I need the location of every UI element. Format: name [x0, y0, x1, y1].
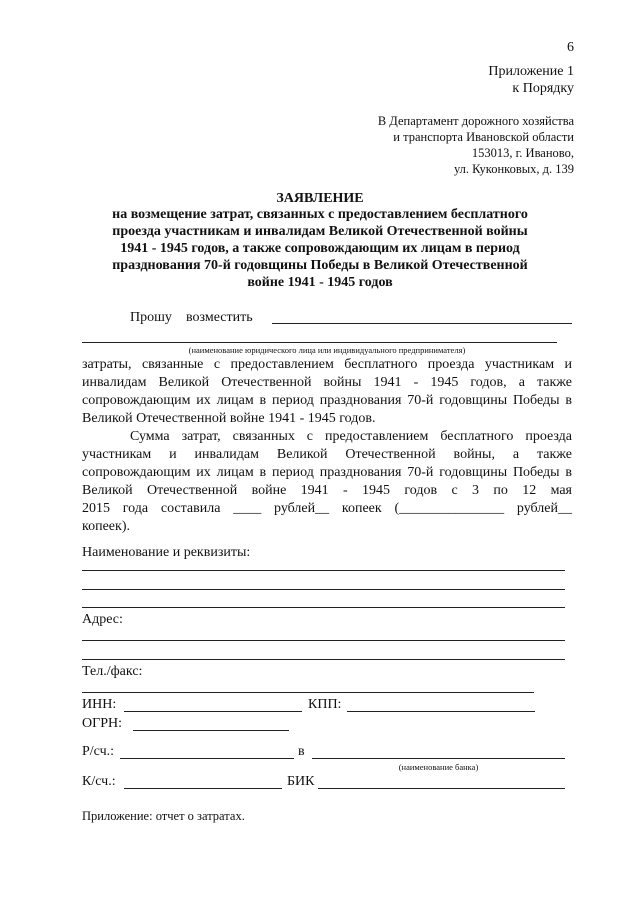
prosim-word: Прошу: [130, 310, 172, 325]
ogrn-label: ОГРН:: [82, 716, 122, 731]
requisites-line-3[interactable]: [82, 607, 565, 608]
ks-label: К/сч.:: [82, 774, 116, 789]
paragraph-2-amount-line: 2015 года составила ____ рублей__ копеек (_______________ рублей__: [82, 501, 572, 516]
bank-name-field[interactable]: [312, 758, 565, 759]
requisites-label: Наименование и реквизиты:: [82, 545, 251, 560]
paragraph-2: Сумма затрат, связанных с предоставлением бесплатного проезда участникам и инвалидам Великой Отечественной войны, а также сопровождающим их лицам в период празднования 70-й годовщины Победы в Великой Отечественной войне 1941 - 1945 годов с 3 по 12 мая: [82, 429, 572, 498]
address-label: Адрес:: [82, 612, 123, 627]
recipient-name-line-1[interactable]: [272, 323, 572, 324]
v-word: в: [298, 744, 305, 759]
addressee-line-4: ул. Куконковых, д. 139: [453, 162, 574, 176]
document-heading: ЗАЯВЛЕНИЕ: [276, 191, 364, 206]
addressee-line-1: В Департамент дорожного хозяйства: [377, 114, 574, 128]
inn-label: ИНН:: [82, 697, 117, 712]
inn-field[interactable]: [124, 711, 302, 712]
vozmestit-word: возместить: [186, 310, 253, 325]
title-line-4: празднования 70-й годовщины Победы в Великой Отечественной: [112, 258, 528, 273]
bik-label: БИК: [287, 774, 315, 789]
rs-label: Р/сч.:: [82, 744, 115, 759]
title-line-3: 1941 - 1945 годов, а также сопровождающим их лицам в период: [120, 241, 520, 256]
page-number: 6: [567, 40, 574, 55]
appendix-line-2: к Порядку: [512, 81, 574, 96]
kpp-field[interactable]: [347, 711, 535, 712]
rs-field[interactable]: [120, 758, 294, 759]
paragraph-2-end: копеек).: [82, 519, 130, 534]
title-line-2: проезда участникам и инвалидам Великой Отечественной войны: [112, 224, 528, 239]
ks-field[interactable]: [124, 788, 282, 789]
attachment-note: Приложение: отчет о затратах.: [82, 809, 245, 823]
phone-line[interactable]: [82, 692, 534, 693]
title-line-1: на возмещение затрат, связанных с предоставлением бесплатного: [112, 207, 528, 222]
address-line-2[interactable]: [82, 659, 565, 660]
recipient-name-caption: (наименование юридического лица или индивидуального предпринимателя): [188, 345, 466, 355]
bik-field[interactable]: [318, 788, 565, 789]
title-line-5: войне 1941 - 1945 годов: [247, 275, 393, 290]
paragraph-1: затраты, связанные с предоставлением бесплатного проезда участникам и инвалидам Великой Отечественной войны 1941 - 1945 годов, а также сопровождающим их лицам в период празднования 70-й годовщины Победы в Великой Отечественной войне 1941 - 1945 годов.: [82, 357, 572, 426]
requisites-line-1[interactable]: [82, 570, 565, 571]
addressee-line-2: и транспорта Ивановской области: [393, 130, 574, 144]
kpp-label: КПП:: [308, 697, 342, 712]
recipient-name-line-2[interactable]: [82, 342, 557, 343]
addressee-line-3: 153013, г. Иваново,: [471, 146, 574, 160]
bank-name-caption: (наименование банка): [398, 762, 479, 772]
phone-label: Тел./факс:: [82, 664, 143, 679]
ogrn-field[interactable]: [133, 730, 289, 731]
requisites-line-2[interactable]: [82, 589, 565, 590]
address-line-1[interactable]: [82, 640, 565, 641]
appendix-line-1: Приложение 1: [488, 64, 574, 79]
